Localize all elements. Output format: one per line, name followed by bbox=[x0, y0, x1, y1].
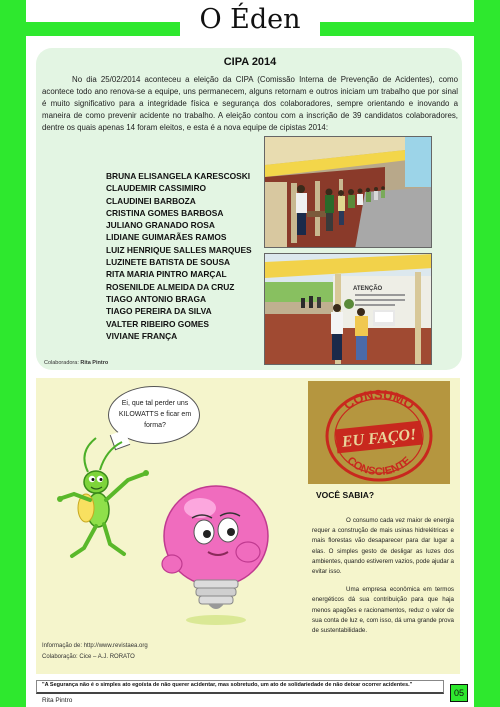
right-green-border bbox=[474, 0, 500, 707]
member-name: ROSENILDE ALMEIDA DA CRUZ bbox=[106, 281, 235, 292]
consumo-consciente-panel bbox=[308, 381, 450, 484]
page-number: 05 bbox=[450, 684, 468, 702]
header-bar-left bbox=[0, 22, 180, 36]
member-name: VALTER RIBEIRO GOMES bbox=[106, 318, 209, 329]
header-bar-right bbox=[320, 22, 500, 36]
cipa-member-list bbox=[106, 170, 252, 342]
voce-sabia-heading: VOCÊ SABIA? bbox=[316, 490, 375, 500]
member-name: RITA MARIA PINTRO MARÇAL bbox=[106, 269, 227, 280]
election-photo-queue bbox=[264, 136, 432, 248]
member-name: CLAUDEMIR CASSIMIRO bbox=[106, 183, 207, 194]
member-name: JULIANO GRANADO ROSA bbox=[106, 220, 215, 231]
stamp-middle-text: EU FAÇO! bbox=[341, 426, 418, 451]
sign-text: ATENÇÃO bbox=[353, 286, 383, 292]
collaborator-label: Colaboradora: bbox=[44, 360, 79, 366]
member-name: CLAUDINEI BARBOZA bbox=[106, 195, 196, 206]
member-name: VIVIANE FRANÇA bbox=[106, 330, 178, 341]
info-collaboration: Colaboração: Cice – A.J. RORATO bbox=[42, 654, 135, 660]
stamp-top-text: CONSUMO bbox=[340, 386, 418, 413]
cipa-collaborator bbox=[44, 360, 108, 366]
voce-sabia-paragraph-2: Uma empresa econômica em termos energéticos dá sua contribuição para que haja menos apagões e racionamentos, reduz o valor de sua conta de luz e, com isso, dá uma grande prova de sustentabilidade. bbox=[312, 586, 454, 635]
voce-sabia-text bbox=[312, 516, 454, 644]
member-name: LUZINETE BATISTA DE SOUSA bbox=[106, 257, 231, 268]
member-name: TIAGO ANTONIO BRAGA bbox=[106, 293, 207, 304]
cipa-intro: No dia 25/02/2014 aconteceu a eleição da CIPA (Comissão Interna de Prevenção de Acidentes), como acontece todo ano renova-se a equipe, uns permanecem, alguns retornam e outros iniciam um trabalho que por sinal é muito significativo para a integridade física e segurança dos colaboradores, sempre orientando e inovando a maneira de como prevenir acidente no trabalho. A eleição contou com a inscrição de 39 candidatos colaboradores, dentre os quais apenas 14 foram eleitos, e esta é a nova equipe de cipistas 2014: bbox=[42, 75, 458, 132]
page-title: O Éden bbox=[199, 4, 301, 35]
info-source: Informação de: http://www.revistaea.org bbox=[42, 643, 148, 649]
voce-sabia-paragraph-1: O consumo cada vez maior de energia requer a construção de mais usinas hidrelétricas e mais florestas vão desaparecer para dar lugar a elas. O simples gesto de desligar as luzes dos ambientes, quando estiverem vazios, pode ajudar a evitar isso. bbox=[312, 517, 454, 576]
cipa-heading: CIPA 2014 bbox=[223, 56, 277, 68]
grasshopper-illustration bbox=[48, 432, 160, 568]
lightbulb-character-illustration bbox=[152, 472, 280, 628]
left-green-border bbox=[0, 0, 26, 707]
member-name: CRISTINA GOMES BARBOSA bbox=[106, 207, 224, 218]
energy-credits bbox=[42, 641, 148, 663]
page-author: Rita Pintro bbox=[42, 697, 73, 704]
footer-quote: "A Segurança não é o simples ato egoísta de não querer acidentar, mas sobretudo, um ato de solidariedade de não deixar ocorrer acidentes." bbox=[42, 682, 413, 688]
member-name: TIAGO PEREIRA DA SILVA bbox=[106, 306, 212, 317]
speech-bubble-text: Ei, que tal perder uns KILOWATTS e ficar em forma? bbox=[118, 400, 192, 429]
election-photo-voting bbox=[264, 253, 432, 365]
member-name: BRUNA ELISANGELA KARESCOSKI bbox=[106, 171, 251, 181]
member-name: LIDIANE GUIMARÃES RAMOS bbox=[106, 232, 227, 243]
consumo-consciente-stamp bbox=[308, 381, 450, 484]
member-name: LUIZ HENRIQUE SALLES MARQUES bbox=[106, 244, 252, 255]
stamp-bottom-text: CONSCIENTE bbox=[344, 454, 414, 479]
collaborator-name: Rita Pintro bbox=[80, 360, 109, 366]
